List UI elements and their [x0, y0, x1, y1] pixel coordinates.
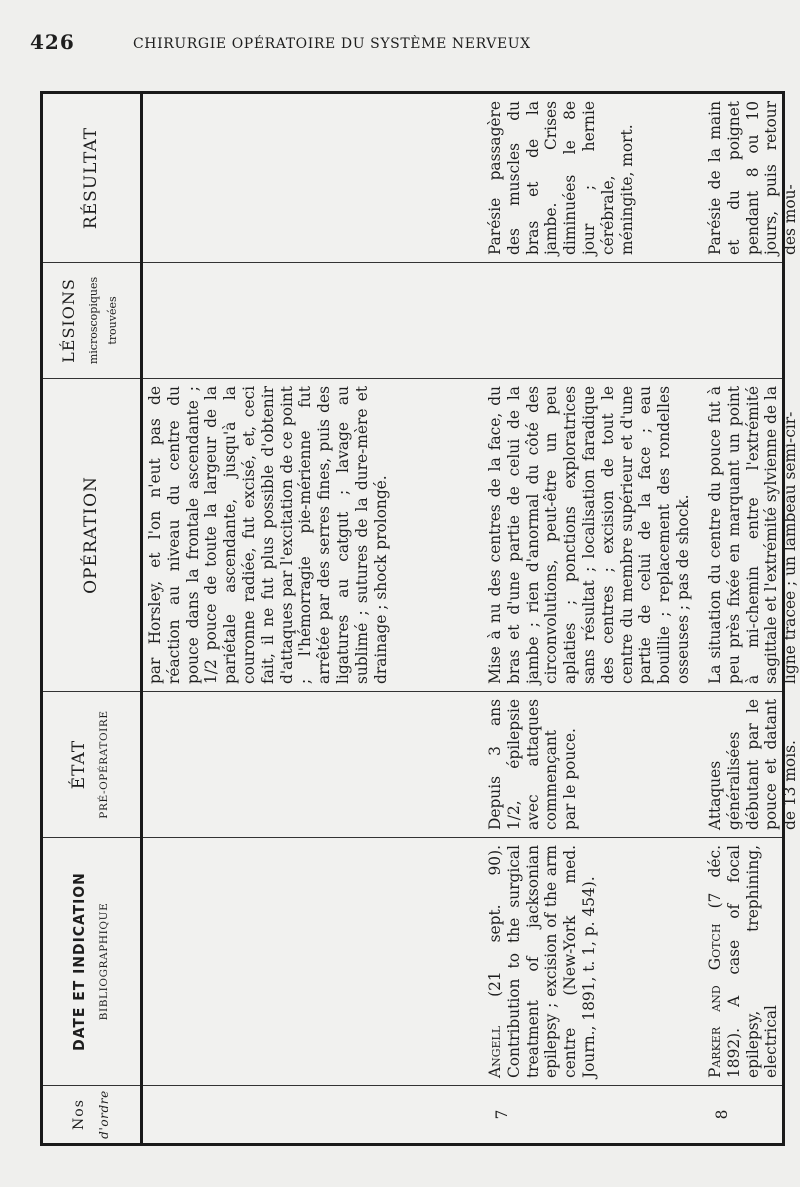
row0-etat: [143, 691, 483, 837]
row0-lesions: [143, 262, 483, 378]
table-row: [143, 94, 483, 1143]
row1-date-text: (21 sept. 90). Contribution to the surgical treatment of jacksonian epilepsy ; excision of the arm centre (New-York med. Journ., 1891, t. 1, p. 454).: [486, 845, 598, 1078]
row2-date-text: (7 déc. 1892). A case of focal epilepsy, trephining, electrical: [706, 845, 781, 1078]
header-resultat-title: RÉSULTAT: [81, 126, 102, 230]
header-date-title: DATE ET INDICATION: [69, 872, 88, 1051]
running-title: CHIRURGIE OPÉRATOIRE DU SYSTÈME NERVEUX: [133, 36, 531, 52]
row1-lesions: [483, 262, 703, 378]
row0-resultat: [143, 94, 483, 262]
row2-lesions: [703, 262, 782, 378]
header-operation-title: OPÉRATION: [81, 476, 102, 594]
header-num-subtitle: d'ordre: [96, 1090, 111, 1139]
table-row: [703, 94, 800, 1143]
row1-date: [483, 837, 703, 1085]
header-lesions: [43, 262, 140, 378]
page-number: 426: [30, 30, 75, 54]
header-lesions-subtitle: microscopiques trouvées: [87, 276, 119, 365]
row2-date: [703, 837, 782, 1085]
row1-author: Angell: [486, 1025, 504, 1078]
page-header: [0, 0, 800, 70]
header-lesions-title: LÉSIONS: [59, 278, 79, 363]
header-etat: [43, 691, 140, 837]
table-row: [483, 94, 703, 1143]
header-row: [43, 94, 143, 1143]
row1-etat: Depuis 3 ans 1/2, épilepsie avec attaques commençant par le pouce.: [483, 691, 703, 837]
header-etat-title: ÉTAT: [68, 739, 89, 790]
case-grid: [40, 91, 800, 1146]
header-operation: [43, 378, 140, 691]
header-num: [43, 1085, 140, 1143]
header-num-title: Nos: [70, 1099, 87, 1130]
row0-operation: par Horsley, et l'on n'eut pas de réaction au niveau du centre du pouce dans la frontale ascendante ; 1/2 pouce de toute la largeur de la pariétale ascendante, jusqu'à la couronne radiée, fut excisé, et, ceci fait, il ne fut plus possible d'obtenir d'attaques par l'excitation de ce point ; l'hémorragie pie-mérienne fut arrêtée par des serres fines, puis des ligatures au catgut ; lavage au sublimé ; sutures de la dure-mère et drainage ; shock prolongé.: [143, 378, 483, 691]
header-resultat: [43, 94, 140, 262]
table-frame: [40, 88, 800, 1150]
header-date-subtitle: BIBLIOGRAPHIQUE: [97, 902, 110, 1021]
row2-etat: Attaques généralisées débutant par le pouce et datant de 13 mois.: [703, 691, 782, 837]
row2-operation: La situation du centre du pouce fut à peu près fixée en marquant un point à mi-chemin entre l'extrémité sagittale et l'extrémité sylvienne de la ligne tracée ; un lambeau semi-cir-: [703, 378, 782, 691]
header-etat-subtitle: PRÉ-OPÉRATOIRE: [97, 710, 110, 819]
header-date: [43, 837, 140, 1085]
row1-num: 7: [483, 1085, 703, 1143]
row1-operation: Mise à nu des centres de la face, du bras et d'une partie de celui de la jambe ; rien d'anormal du côté des circonvolutions, peut-être un peu aplaties ; ponctions exploratrices sans résultat ; localisation faradique des centres ; excision de tout le centre du membre supérieur et d'une partie de celui de la face ; eau bouillie ; replacement des rondelles osseuses ; pas de shock.: [483, 378, 703, 691]
row2-num: 8: [703, 1085, 782, 1143]
row2-author: Parker and Gotch: [706, 923, 724, 1078]
row1-resultat: Parésie passagère des muscles du bras et de la jambe. Crises diminuées le 8e jour ; hernie cérébrale, méningite, mort.: [486, 101, 636, 255]
row0-date: [143, 837, 483, 1085]
row2-resultat: Parésie de la main et du poignet pendant 8 ou 10 jours, puis retour des mou-: [706, 101, 800, 255]
row0-num: [143, 1085, 483, 1143]
